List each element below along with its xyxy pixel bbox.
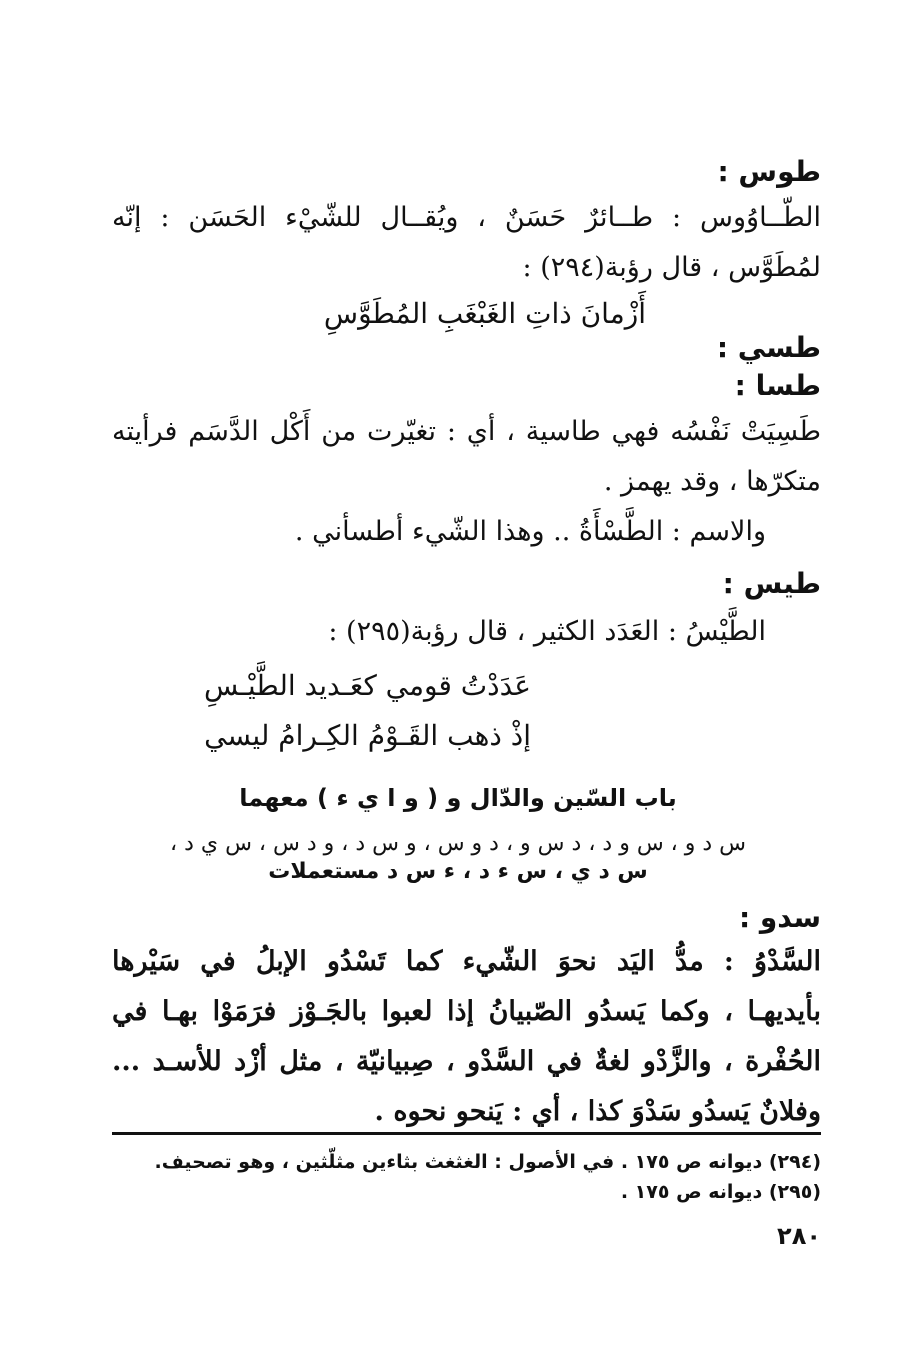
bab-roots-line-1: س د و ، س و د ، د س و ، د و س ، و س د ، و د س ، س ي د ، <box>169 831 747 856</box>
entry-heading-taws: طوس : <box>717 155 821 188</box>
page-number: ٢٨٠ <box>777 1222 821 1250</box>
entry-tasa-line-2: متكرّها ، وقد يهمز . <box>603 466 821 497</box>
footnote-294: (٢٩٤) ديوانه ص ١٧٥ . في الأصول : الغثغث بثاءين مثلّثين ، وهو تصحيف. <box>154 1151 821 1173</box>
entry-sadw-line-3: الحُفْرة ، والزَّدْو لغةٌ في السَّدْو ، صِبيانيّة ، مثل أزْد للأسـد ... <box>112 1046 821 1077</box>
entry-heading-sadw: سدو : <box>738 901 821 934</box>
entry-tays-line-1: الطَّيْسُ : العَدَد الكثير ، قال رؤبة(٢٩٥) : <box>328 616 766 647</box>
entry-taws-line-2: لمُطَوَّس ، قال رؤبة(٢٩٤) : <box>522 252 821 283</box>
entry-taws-verse: أَزْمانَ ذاتِ الغَبْغَبِ المُطَوَّسِ <box>323 297 646 330</box>
footnote-295: (٢٩٥) ديوانه ص ١٧٥ . <box>620 1181 821 1203</box>
entry-heading-tays: طيس : <box>722 567 821 600</box>
footnote-separator <box>112 1132 821 1135</box>
entry-tays-verse-1: عَدَدْتُ قومي كعَـديد الطَّيْـسِ <box>204 669 531 702</box>
entry-sadw-line-2: بأيديهـا ، وكما يَسدُو الصّبيانُ إذا لعبوا بالجَـوْز فرَمَوْا بهـا في <box>112 996 821 1027</box>
entry-heading-tasa: طسا : <box>734 369 821 402</box>
entry-heading-tasy: طسي : <box>716 331 821 364</box>
entry-taws-line-1: الطّــاوُوس : طــائرٌ حَسَنٌ ، ويُقــال للشّيْء الحَسَن : إنّه <box>112 202 821 233</box>
bab-title: باب السّين والدّال و ( و ا ي ء ) معهما <box>239 784 677 812</box>
entry-tasa-line-1: طَسِيَتْ نَفْسُه فهي طاسية ، أي : تغيّرت من أَكْل الدَّسَم فرأيته <box>112 416 821 447</box>
entry-tays-verse-2: إذْ ذهب القَـوْمُ الكِـرامُ ليسي <box>204 719 531 752</box>
entry-tasa-line-3: والاسم : الطَّسْأَةُ .. وهذا الشّيء أطسأني . <box>294 516 766 547</box>
bab-roots-line-2: س د ي ، س ء د ، ء س د مستعملات <box>268 859 648 884</box>
entry-sadw-line-4: وفلانٌ يَسدُو سَدْوَ كذا ، أي : يَنحو نحوه . <box>374 1096 821 1127</box>
entry-sadw-line-1: السَّدْوُ : مدُّ اليَد نحوَ الشّيء كما تَسْدُو الإبلُ في سَيْرها <box>112 946 821 977</box>
